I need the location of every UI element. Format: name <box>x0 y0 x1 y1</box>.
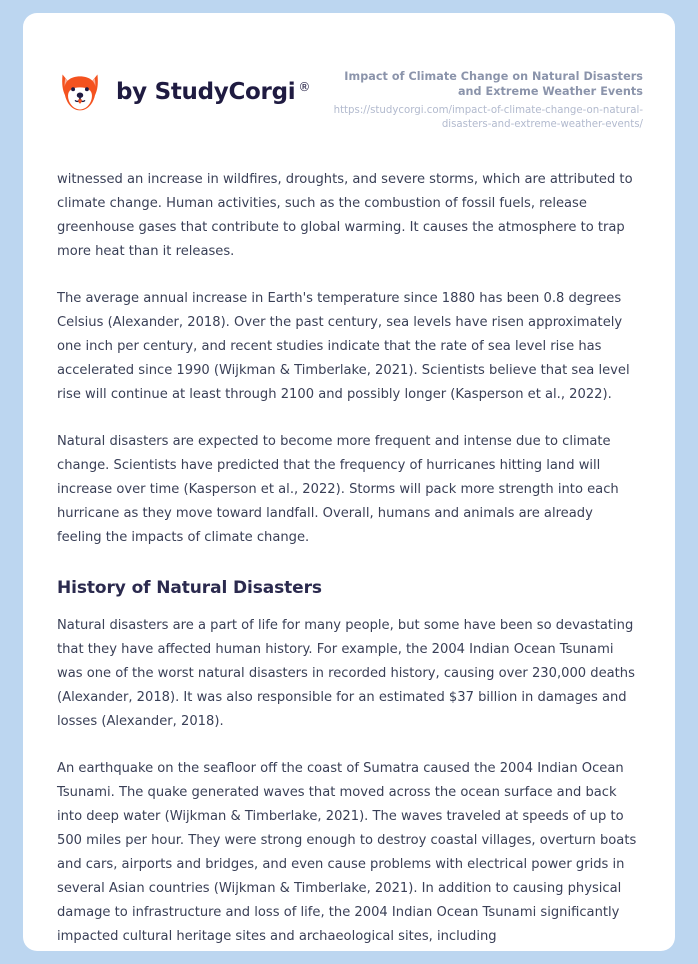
document-meta <box>323 63 643 132</box>
brand-wordmark-text: by StudyCorgi <box>116 79 296 105</box>
paragraph-5: An earthquake on the seafloor off the coast of Sumatra caused the 2004 Indian Ocean Tsunami. The quake generated waves that moved across the ocean surface and back into deep water (Wijkman & Timberlake, 2021). The waves traveled at speeds of up to 500 miles per hour. They were strong enough to destroy coastal villages, overturn boats and cars, airports and bridges, and even cause problems with electrical power grids in several Asian countries (Wijkman & Timberlake, 2021). In addition to causing physical damage to infrastructure and loss of life, the 2004 Indian Ocean Tsunami significantly impacted cultural heritage sites and archaeological sites, including <box>57 761 637 945</box>
document-header <box>23 13 675 132</box>
brand-lockup <box>57 63 310 115</box>
section-heading-history-of-natural-disasters: History of Natural Disasters <box>57 578 322 599</box>
document-sheet <box>23 13 675 951</box>
corgi-head-icon <box>57 69 103 115</box>
document-title: Impact of Climate Change on Natural Disasters and Extreme Weather Events <box>344 70 643 99</box>
document-body <box>23 168 675 949</box>
paragraph-2: The average annual increase in Earth's temperature since 1880 has been 0.8 degrees Celsius (Alexander, 2018). Over the past century, sea levels have risen approximately one inch per century, and recent studies indicate that the rate of sea level rise has accelerated since 1990 (Wijkman & Timberlake, 2021). Scientists believe that sea level rise will continue at least through 2100 and possibly longer (Kasperson et al., 2022). <box>57 291 630 403</box>
paragraph-3: Natural disasters are expected to become more frequent and intense due to climate change. Scientists have predicted that the frequency of hurricanes hitting land will increase over time (Kasperson et al., 2022). Storms will pack more strength into each hurricane as they move toward landfall. Overall, humans and animals are already feeling the impacts of climate change. <box>57 434 619 546</box>
document-url[interactable]: https://studycorgi.com/impact-of-climate-change-on-natural-disasters-and-extreme-weather-events/ <box>333 105 643 131</box>
paragraph-1: witnessed an increase in wildfires, droughts, and severe storms, which are attributed to climate change. Human activities, such as the combustion of fossil fuels, release greenhouse gases that contribute to global warming. It causes the atmosphere to trap more heat than it releases. <box>57 172 633 260</box>
brand-wordmark <box>116 79 310 105</box>
paragraph-4: Natural disasters are a part of life for many people, but some have been so devastating that they have affected human history. For example, the 2004 Indian Ocean Tsunami was one of the worst natural disasters in recorded history, causing over 230,000 deaths (Alexander, 2018). It was also responsible for an estimated $37 billion in damages and losses (Alexander, 2018). <box>57 618 635 730</box>
registered-trademark-icon: ® <box>298 80 311 94</box>
